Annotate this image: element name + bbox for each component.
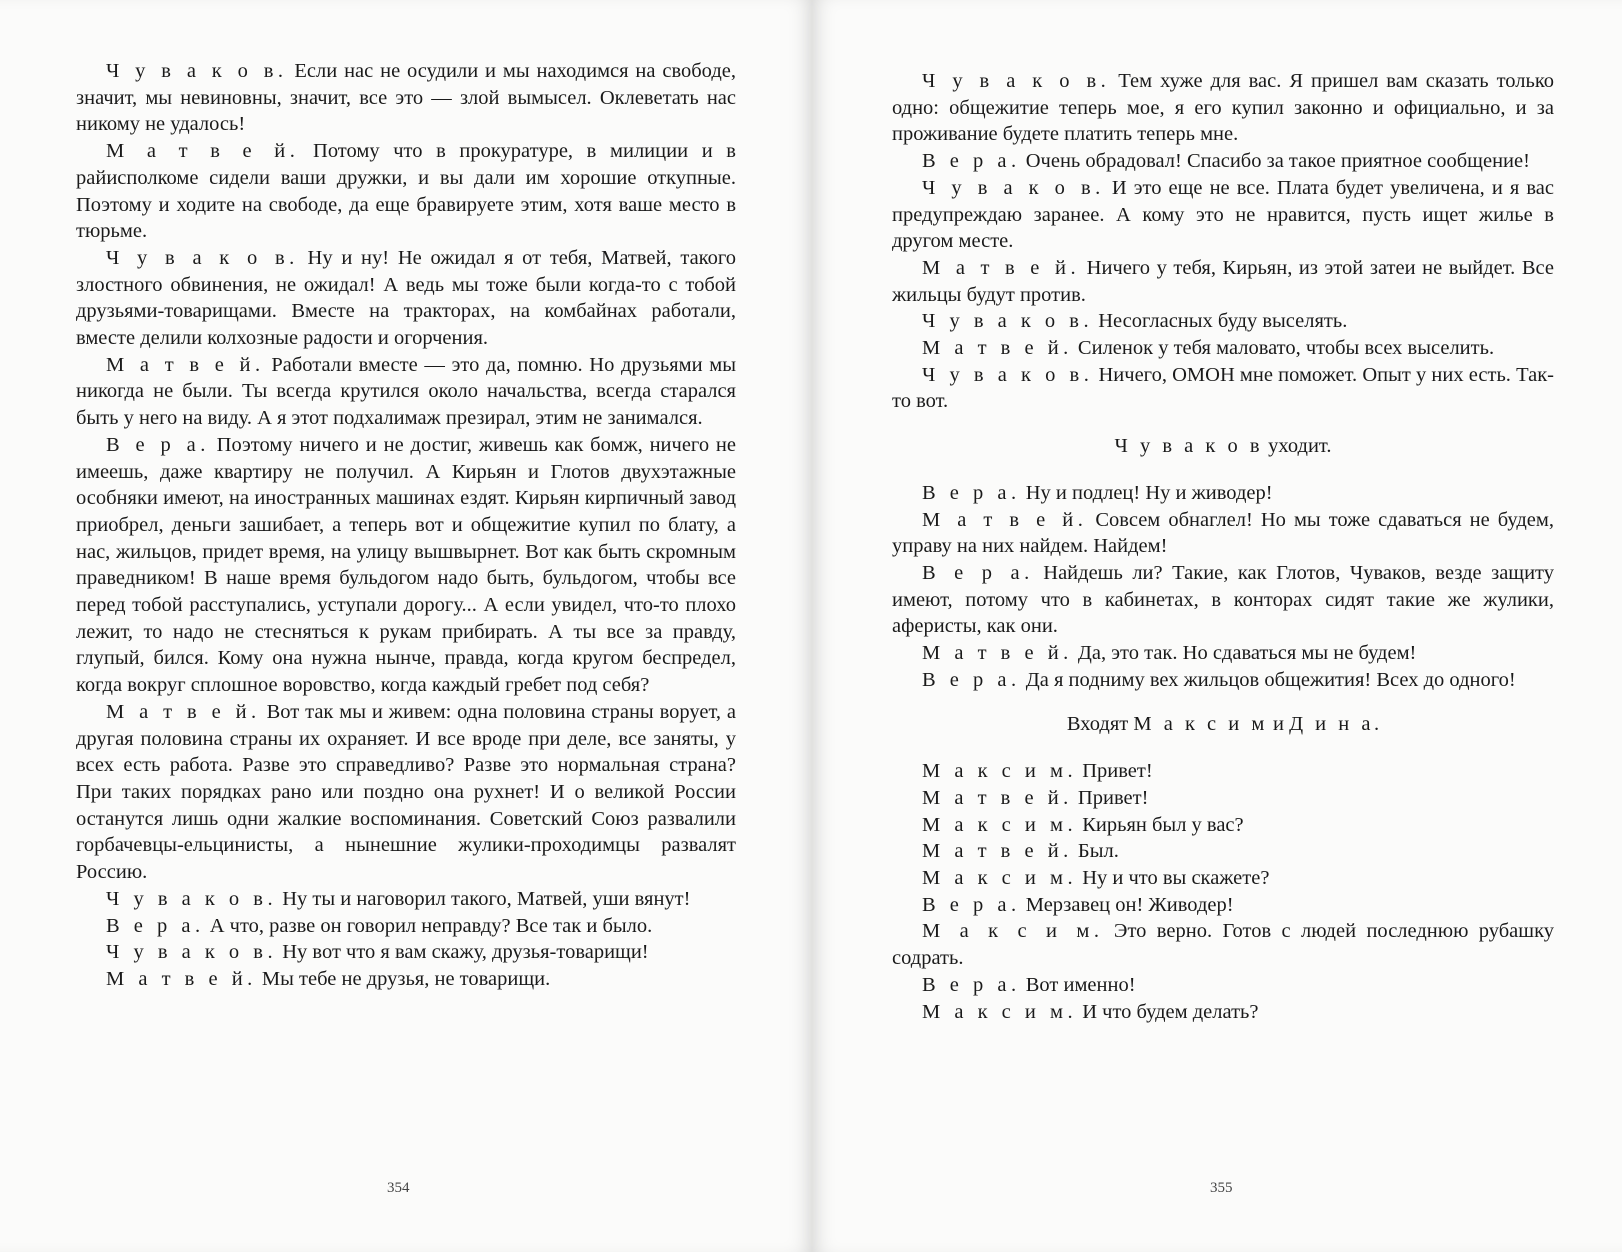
- dialogue-line: [76, 138, 736, 245]
- dialogue-line: [892, 667, 1554, 694]
- speaker-name: М а т в е й.: [922, 642, 1073, 665]
- speaker-name: Ч у в а к о в.: [922, 70, 1111, 92]
- dialogue-line: [76, 58, 736, 138]
- speaker-name: М а т в е й.: [106, 140, 300, 163]
- dialogue-line: [892, 865, 1554, 892]
- dialogue-line: [892, 175, 1554, 255]
- speaker-name: Ч у в а к о в.: [106, 887, 278, 910]
- page-number: 355: [1210, 1180, 1233, 1196]
- dialogue-line: [892, 892, 1554, 919]
- line-text: Силенок у тебя маловато, чтобы всех выселить.: [1072, 337, 1495, 360]
- stage-direction: [892, 711, 1554, 738]
- line-text: Мы тебе не друзья, не товарищи.: [256, 967, 551, 990]
- dialogue-line: [892, 838, 1554, 865]
- line-text: Привет!: [1077, 760, 1153, 783]
- speaker-name: М а т в е й.: [106, 353, 265, 376]
- dialogue-line: [892, 972, 1554, 999]
- line-text: Найдешь ли? Такие, как Глотов, Чуваков, везде защиту имеют, потому что в кабинетах, в конторах сидят такие же жулики, аферисты, как они.: [892, 561, 1554, 638]
- speaker-name: Ч у в а к о в.: [922, 310, 1094, 333]
- dialogue-line: [76, 352, 736, 432]
- line-text: Очень обрадовал! Спасибо за такое приятное сообщение!: [1020, 150, 1530, 173]
- line-text: Несогласных буду выселять.: [1093, 310, 1348, 333]
- page-number: 354: [387, 1180, 410, 1196]
- dialogue-line: [892, 255, 1554, 308]
- speaker-name: М а т в е й.: [106, 700, 261, 723]
- dialogue-line: [892, 812, 1554, 839]
- dialogue-line: [892, 148, 1554, 175]
- speaker-name: М а т в е й.: [106, 967, 257, 990]
- speaker-name: М а т в е й.: [922, 840, 1073, 863]
- stage-text: и: [1267, 713, 1290, 736]
- line-text: Кирьян был у вас?: [1077, 813, 1244, 836]
- dialogue-line: [76, 913, 736, 940]
- speaker-name: М а к с и м.: [922, 920, 1104, 943]
- dialogue-line: [892, 785, 1554, 812]
- speaker-name: М а т в е й.: [922, 786, 1073, 809]
- dialogue-line: [892, 640, 1554, 667]
- dialogue-line: [892, 507, 1554, 560]
- line-text: Был.: [1072, 840, 1119, 863]
- dialogue-line: [76, 699, 736, 886]
- line-text: Ну и ну! Не ожидал я от тебя, Матвей, такого злостного обвинения, не ожидал! А ведь мы тоже были когда-то с тобой друзьями-товарищами. Вместе на тракторах, на комбайнах работали, вместе делили колхозные радости и огорчения.: [76, 246, 736, 350]
- speaker-name: В е р а.: [922, 150, 1021, 173]
- stage-name: Д и н а: [1289, 713, 1374, 736]
- speaker-name: В е р а.: [922, 481, 1021, 504]
- speaker-name: Ч у в а к о в.: [106, 60, 288, 82]
- line-text: И это еще не все. Плата будет увеличена, и я вас предупреждаю заранее. А кому это не нравится, пусть ищет жилье в другом месте.: [892, 176, 1554, 253]
- stage-text: уходит.: [1263, 435, 1332, 458]
- line-text: Вот так мы и живем: одна половина страны ворует, а другая половина страны их охраняет. И все вроде при деле, все заняты, у всех есть работа. Разве это справедливо? Разве это нормальная страна? При таких порядках рано или поздно она рухнет! И о великой России останутся лишь одни жалкие воспоминания. Советский Союз развалили горбачевцы-ельцинисты, а нынешние жулики-проходимцы развалят Россию.: [76, 700, 736, 884]
- stage-text: Входят: [1066, 713, 1134, 736]
- left-page-text: [76, 58, 736, 993]
- line-text: Ну и что вы скажете?: [1077, 866, 1270, 889]
- dialogue-line: [892, 480, 1554, 507]
- speaker-name: В е р а.: [106, 433, 210, 456]
- speaker-name: В е р а.: [922, 668, 1021, 691]
- dialogue-line: [892, 918, 1554, 971]
- line-text: Совсем обнаглел! Но мы тоже сдаваться не будем, управу на них найдем. Найдем!: [892, 508, 1554, 558]
- stage-text: .: [1373, 713, 1380, 736]
- line-text: Потому что в прокуратуре, в милиции и в райисполкоме сидели ваши дружки, и вы дали им хорошие откупные. Поэтому и ходите на свободе, да еще бравируете этим, хотя ваше место в тюрьме.: [76, 140, 736, 243]
- speaker-name: В е р а.: [106, 914, 205, 937]
- dialogue-line: [892, 999, 1554, 1026]
- dialogue-line: [892, 362, 1554, 415]
- line-text: Это верно. Готов с людей последнюю рубашку содрать.: [892, 920, 1554, 970]
- stage-name: М а к с и м: [1133, 713, 1268, 736]
- line-text: Ну и подлец! Ну и живодер!: [1020, 481, 1273, 504]
- dialogue-line: [892, 335, 1554, 362]
- speaker-name: Ч у в а к о в.: [922, 176, 1105, 199]
- line-text: Если нас не осудили и мы находимся на свободе, значит, мы невиновны, значит, все это — злой вымысел. Оклеветать нас никому не удалось!: [76, 60, 736, 136]
- speaker-name: Ч у в а к о в.: [922, 363, 1094, 386]
- speaker-name: М а т в е й.: [922, 337, 1073, 360]
- dialogue-line: [892, 308, 1554, 335]
- line-text: Да я подниму вех жильцов общежития! Всех до одного!: [1020, 668, 1516, 691]
- speaker-name: В е р а.: [922, 893, 1021, 916]
- line-text: Ну вот что я вам скажу, друзья-товарищи!: [277, 941, 649, 964]
- right-page: [812, 0, 1622, 1252]
- speaker-name: В е р а.: [922, 973, 1021, 996]
- line-text: Поэтому ничего и не достиг, живешь как бомж, ничего не имеешь, даже квартиру не получил. А Кирьян и Глотов двухэтажные особняки имеют, на иностранных машинах ездят. Кирьян кирпичный завод приобрел, деньги зашибает, а теперь вот и общежитие купил по блату, а нас, жильцов, придет время, на улицу вышвырнет. Вот как быть скромным праведником! В наше время бульдогом надо быть, бульдогом, чтобы все перед тобой расступались, уступали дорогу... А если увидел, что-то плохо лежит, то надо не стесняться к рукам прибирать. А ты все за правду, глупый, бился. Кому она нужна нынче, правда, когда кругом беспредел, когда вокруг сплошное воровство, когда каждый гребет под себя?: [76, 433, 737, 697]
- line-text: Привет!: [1072, 786, 1149, 809]
- line-text: Мерзавец он! Живодер!: [1020, 893, 1234, 916]
- speaker-name: В е р а.: [922, 561, 1034, 584]
- speaker-name: М а т в е й.: [922, 508, 1088, 531]
- line-text: Да, это так. Но сдаваться мы не будем!: [1072, 642, 1417, 665]
- line-text: Ничего, ОМОН мне поможет. Опыт у них есть. Так-то вот.: [892, 363, 1554, 413]
- line-text: Ну ты и наговорил такого, Матвей, уши вянут!: [277, 887, 691, 910]
- dialogue-line: [892, 560, 1554, 640]
- line-text: Вот именно!: [1020, 973, 1136, 996]
- line-text: И что будем делать?: [1077, 1000, 1259, 1023]
- dialogue-line: [892, 68, 1554, 148]
- dialogue-line: [76, 966, 736, 993]
- speaker-name: Ч у в а к о в.: [106, 941, 278, 964]
- speaker-name: М а т в е й.: [922, 256, 1081, 279]
- dialogue-line: [892, 758, 1554, 785]
- speaker-name: М а к с и м.: [922, 813, 1078, 836]
- line-text: Ничего у тебя, Кирьян, из этой затеи не выйдет. Все жильцы будут против.: [892, 256, 1554, 306]
- stage-direction: [892, 433, 1554, 460]
- speaker-name: Ч у в а к о в.: [106, 246, 299, 269]
- dialogue-line: [76, 886, 736, 913]
- speaker-name: М а к с и м.: [922, 1000, 1078, 1023]
- dialogue-line: [76, 939, 736, 966]
- speaker-name: М а к с и м.: [922, 760, 1078, 783]
- dialogue-line: [76, 245, 736, 352]
- right-page-text: [892, 68, 1554, 1025]
- dialogue-line: [76, 432, 736, 699]
- speaker-name: М а к с и м.: [922, 866, 1078, 889]
- line-text: А что, разве он говорил неправду? Все так и было.: [204, 914, 653, 937]
- line-text: Работали вместе — это да, помню. Но друзьями мы никогда не были. Ты всегда крутился около начальства, всегда старался быть у него на виду. А я этот подхалимаж презирал, этим не занимался.: [76, 353, 736, 430]
- line-text: Тем хуже для вас. Я пришел вам сказать только одно: общежитие теперь мое, я его купил законно и официально, и за проживание будете платить теперь мне.: [892, 70, 1554, 146]
- stage-name: Ч у в а к о в: [1114, 435, 1264, 458]
